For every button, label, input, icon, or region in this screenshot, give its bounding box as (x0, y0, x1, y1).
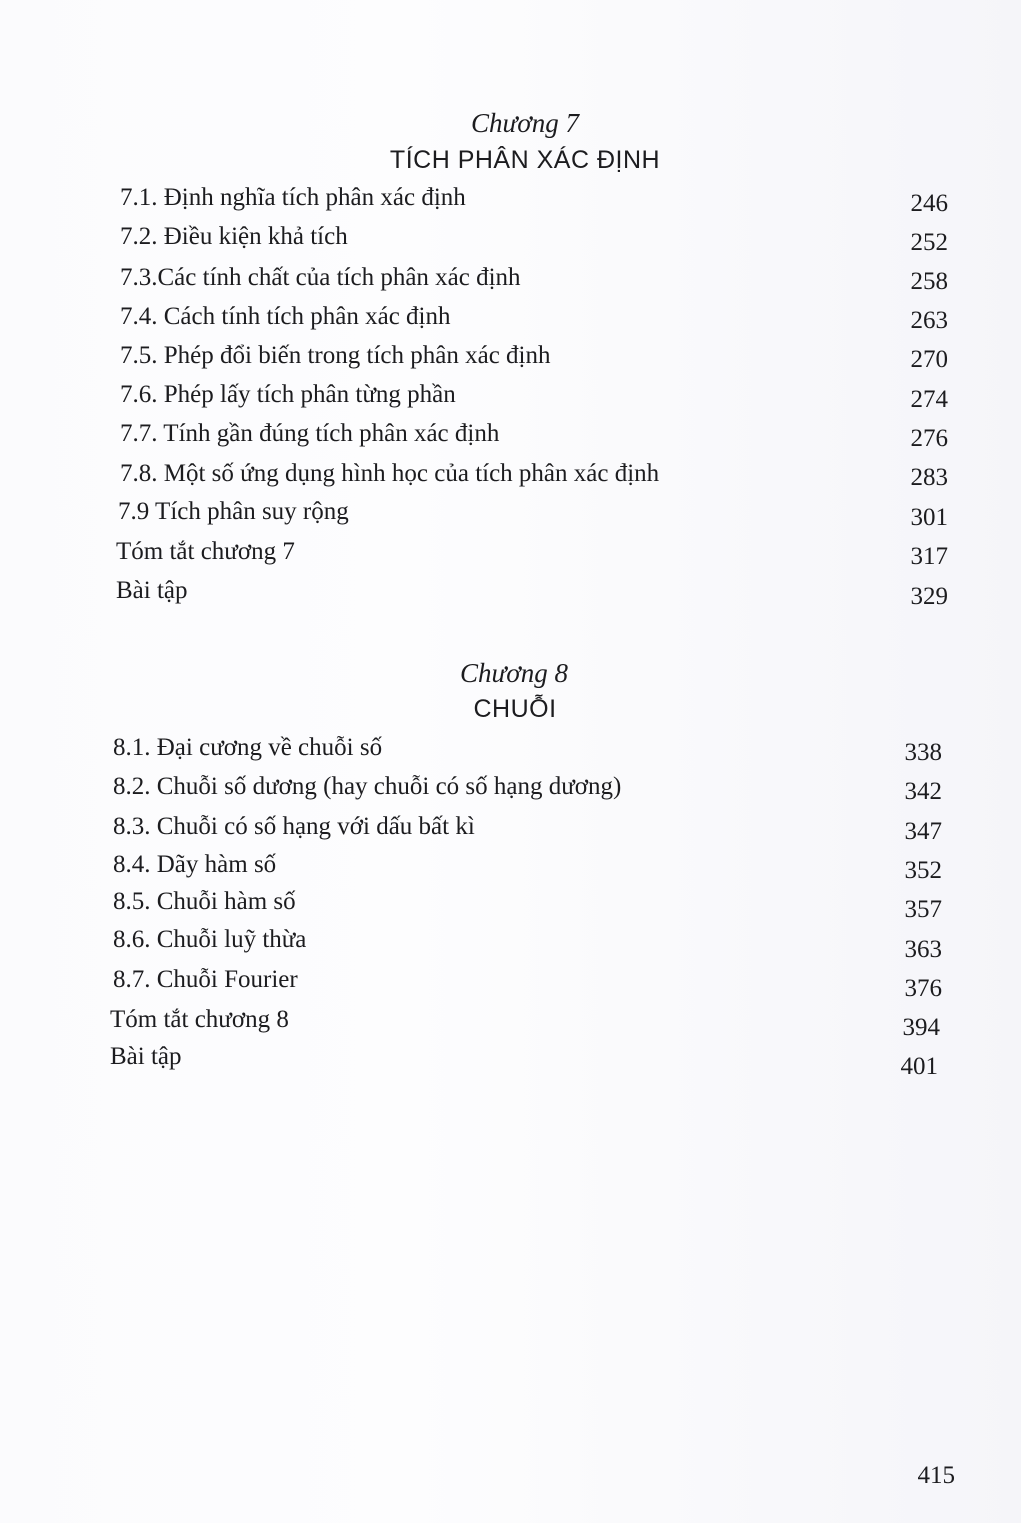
toc-entry: 8.1. Đại cương về chuỗi số (113, 734, 383, 761)
toc-page-number: 301 (910, 504, 948, 531)
toc-entry: 8.6. Chuỗi luỹ thừa (113, 926, 307, 953)
toc-page-number: 363 (904, 936, 942, 963)
chapter-7-title: TÍCH PHÂN XÁC ĐỊNH (389, 146, 661, 174)
toc-entry: Bài tập (116, 577, 188, 604)
toc-entry: 7.7. Tính gần đúng tích phân xác định (120, 420, 500, 447)
toc-entry: Tóm tắt chương 8 (110, 1006, 289, 1033)
toc-entry: 8.4. Dãy hàm số (113, 851, 277, 878)
toc-entry: 8.2. Chuỗi số dương (hay chuỗi có số hạng dương) (113, 773, 622, 800)
toc-page-number: 270 (910, 346, 948, 373)
toc-page-number: 246 (910, 190, 948, 217)
toc-page-number: 329 (910, 583, 948, 610)
toc-page-number: 263 (910, 307, 948, 334)
toc-entry: Tóm tắt chương 7 (116, 538, 295, 565)
toc-page-number: 274 (910, 386, 948, 413)
chapter-8-title: CHUỖI (473, 695, 557, 723)
toc-page-number: 357 (904, 896, 942, 923)
chapter-7-label: Chương 7 (471, 108, 579, 138)
toc-entry: 7.1. Định nghĩa tích phân xác định (120, 184, 466, 211)
toc-entry: Bài tập (110, 1043, 182, 1070)
toc-entry: 7.3.Các tính chất của tích phân xác định (120, 264, 521, 291)
toc-page-number: 347 (904, 818, 942, 845)
toc-entry: 7.5. Phép đổi biến trong tích phân xác định (120, 342, 551, 369)
toc-page-number: 338 (904, 739, 942, 766)
toc-page-number: 252 (910, 229, 948, 256)
toc-entry: 7.6. Phép lấy tích phân từng phần (120, 381, 456, 408)
toc-page-number: 342 (904, 778, 942, 805)
toc-entry: 8.7. Chuỗi Fourier (113, 966, 298, 993)
toc-page-number: 394 (902, 1014, 940, 1041)
toc-page-number: 283 (910, 464, 948, 491)
toc-entry: 7.4. Cách tính tích phân xác định (120, 303, 451, 330)
toc-entry: 8.5. Chuỗi hàm số (113, 888, 296, 915)
toc-page-number: 401 (900, 1053, 938, 1080)
toc-page-number: 352 (904, 857, 942, 884)
toc-entry: 7.2. Điều kiện khả tích (120, 223, 348, 250)
toc-page-number: 376 (904, 975, 942, 1002)
toc-entry: 7.9 Tích phân suy rộng (118, 498, 349, 525)
toc-entry: 7.8. Một số ứng dụng hình học của tích phân xác định (120, 460, 660, 487)
chapter-8-label: Chương 8 (460, 658, 568, 688)
toc-entry: 8.3. Chuỗi có số hạng với dấu bất kì (113, 813, 475, 840)
page-number: 415 (917, 1462, 955, 1489)
toc-page-number: 317 (910, 543, 948, 570)
toc-page-number: 276 (910, 425, 948, 452)
toc-page-number: 258 (910, 268, 948, 295)
